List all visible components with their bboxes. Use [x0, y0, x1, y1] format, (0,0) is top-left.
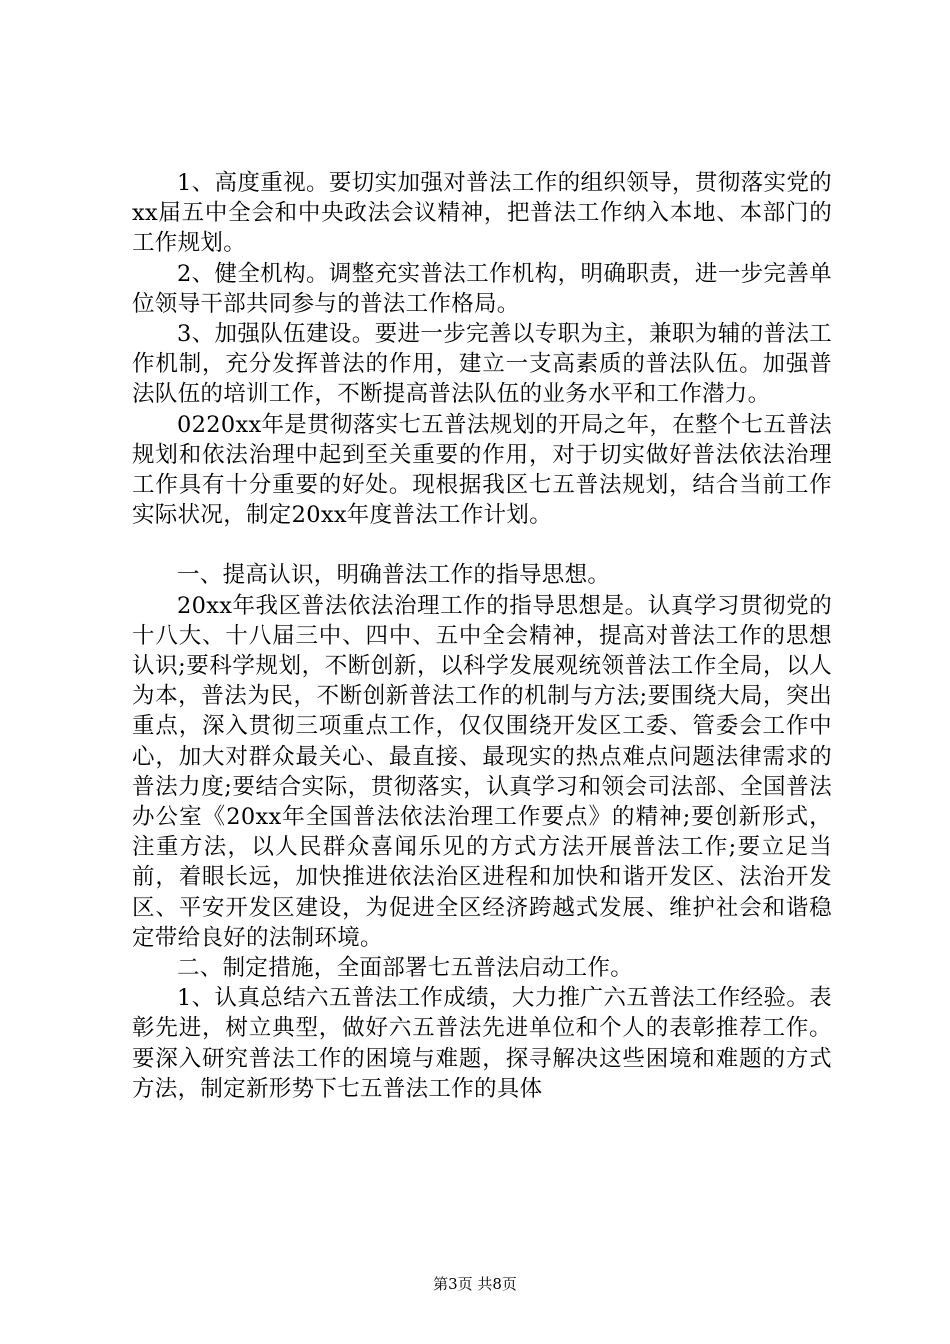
document-body	[132, 168, 832, 1104]
paragraph-high-attention: 1、高度重视。要切实加强对普法工作的组织领导，贯彻落实党的xx届五中全会和中央政法会议精神，把普法工作纳入本地、本部门的工作规划。	[132, 170, 832, 257]
paragraph-sound-organization: 2、健全机构。调整充实普法工作机构，明确职责，进一步完善单位领导干部共同参与的普法工作格局。	[132, 260, 832, 317]
section-heading-guiding-thought: 一、提高认识，明确普法工作的指导思想。	[177, 562, 611, 589]
page-number-footer: 第3页 共8页	[433, 1275, 517, 1293]
paragraph-team-building: 3、加强队伍建设。要进一步完善以专职为主，兼职为辅的普法工作机制，充分发挥普法的作用，建立一支高素质的普法队伍。加强普法队伍的培训工作，不断提高普法队伍的业务水平和工作潜力。	[132, 321, 832, 408]
paragraph-guiding-thought: 20xx年我区普法依法治理工作的指导思想是。认真学习贯彻党的十八大、十八届三中、四中、五中全会精神，提高对普法工作的思想认识;要科学规划，不断创新，以科学发展观统领普法工作全局，以人为本，普法为民，不断创新普法工作的机制与方法;要围绕大局，突出重点，深入贯彻三项重点工作，仅仅围绕开发区工委、管委会工作中心，加大对群众最关心、最直接、最现实的热点难点问题法律需求的普法力度;要结合实际，贯彻落实，认真学习和领会司法部、全国普法办公室《20xx年全国普法依法治理工作要点》的精神;要创新形式，注重方法，以人民群众喜闻乐见的方式方法开展普法工作;要立足当前，着眼长远，加快推进依法治区进程和加快和谐开发区、法治开发区、平安开发区建设，为促进全区经济跨越式发展、维护社会和谐稳定带给良好的法制环境。	[132, 592, 832, 951]
section-heading-measures: 二、制定措施，全面部署七五普法启动工作。	[177, 955, 634, 982]
paragraph-gap	[132, 530, 832, 560]
paragraph-annual-intro: 0220xx年是贯彻落实七五普法规划的开局之年，在整个七五普法规划和依法治理中起到至关重要的作用，对于切实做好普法依法治理工作具有十分重要的好处。现根据我区七五普法规划，结合当前工作实际状况，制定20xx年度普法工作计划。	[132, 411, 832, 529]
paragraph-summary-sixth-plan: 1、认真总结六五普法工作成绩，大力推广六五普法工作经验。表彰先进，树立典型，做好六五普法先进单位和个人的表彰推荐工作。要深入研究普法工作的困境与难题，探寻解决这些困境和难题的方式方法，制定新形势下七五普法工作的具体	[132, 985, 832, 1102]
